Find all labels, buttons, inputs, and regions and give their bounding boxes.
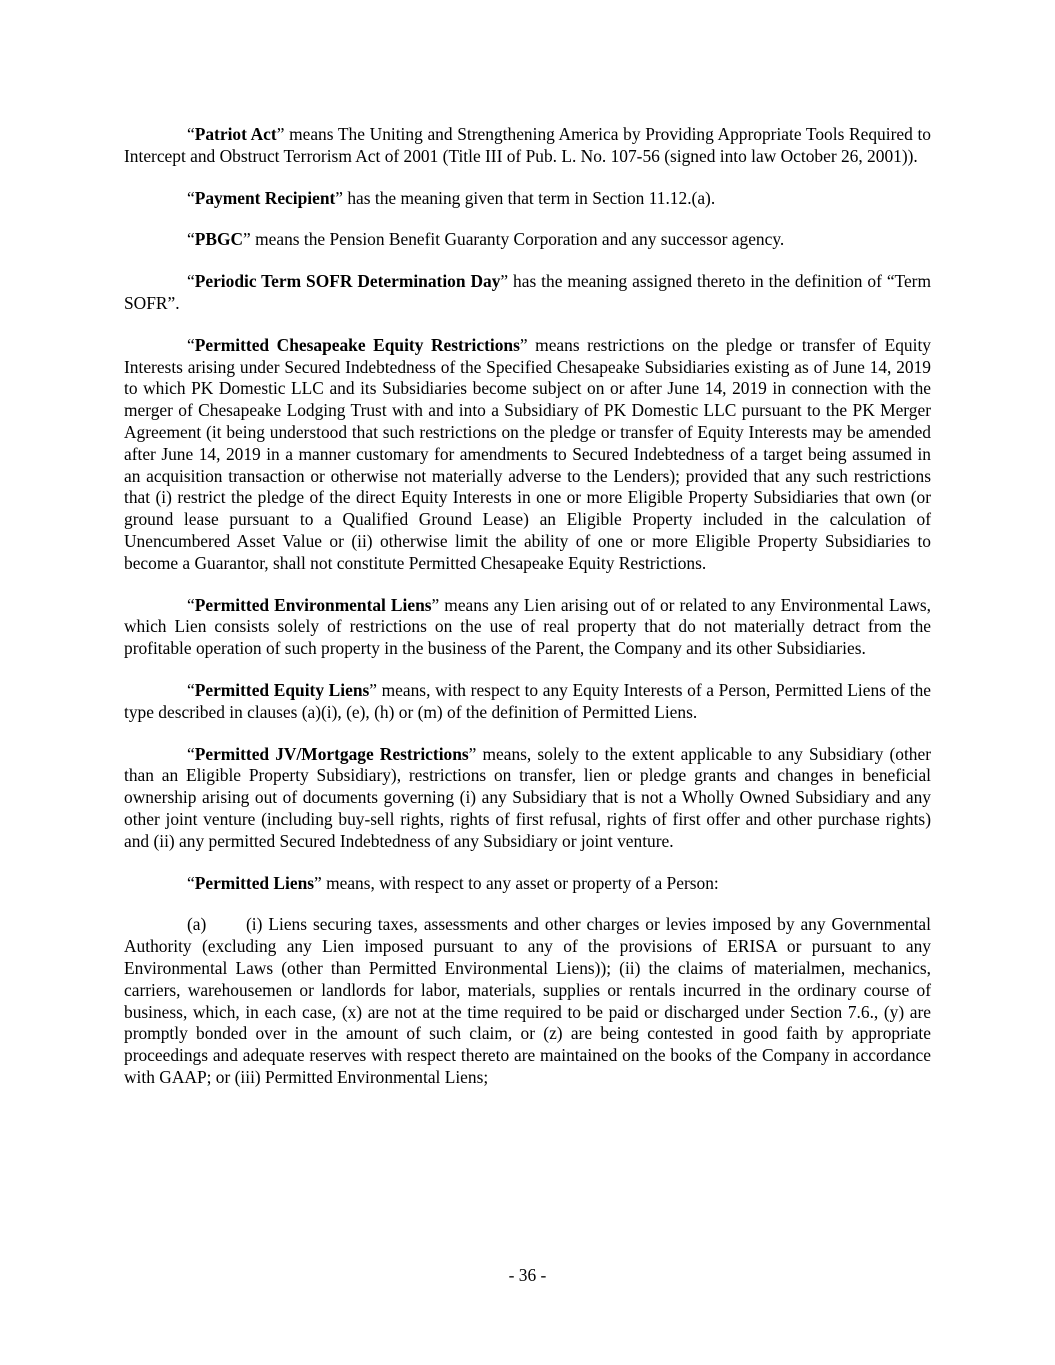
definition-pbgc [124, 229, 931, 251]
clause-a [124, 914, 931, 1088]
defined-term: Permitted Equity Liens [194, 679, 370, 700]
definition-text: ” means, solely to the extent applicable to any Subsidiary (other than an Eligible Property Subsidiary), restrictions on transfer, lien or pledge grants and changes in beneficial ownership arising out of documents governing (i) any Subsidiary that is not a Wholly Owned Subsidiary and any other joint venture (including buy-sell rights, rights of first refusal, rights of first offer and other purchase rights) and (ii) any permitted Secured Indebtedness of any Subsidiary or joint venture. [124, 743, 931, 851]
open-quote: “ [187, 594, 195, 615]
defined-term: Permitted Environmental Liens [194, 594, 432, 615]
clause-text: (i) Liens securing taxes, assessments and other charges or levies imposed by any Governmental Authority (excluding any Lien imposed pursuant to any of the provisions of ERISA or pursuant to any Environmental Laws (other than Permitted Environmental Liens)); (ii) the claims of materialmen, mechanics, carriers, warehousemen or landlords for labor, materials, supplies or rentals incurred in the ordinary course of business, which, in each case, (x) are not at the time required to be paid or discharged under Section 7.6., (y) are promptly bonded over in the amount of such claim, or (z) are being contested in good faith by appropriate proceedings and adequate reserves with respect thereto are maintained on the books of the Company in accordance with GAAP; or (iii) Permitted Environmental Liens; [124, 914, 931, 1087]
open-quote: “ [187, 124, 195, 144]
defined-term: Permitted JV/Mortgage Restrictions [194, 743, 469, 764]
defined-term: Payment Recipient [194, 187, 336, 208]
open-quote: “ [187, 872, 195, 893]
defined-term: Patriot Act [194, 124, 277, 144]
open-quote: “ [187, 743, 195, 764]
definition-text: ” means, with respect to any Equity Interests of a Person, Permitted Liens of the type described in clauses (a)(i), (e), (h) or (m) of the definition of Permitted Liens. [124, 679, 931, 722]
open-quote: “ [187, 187, 195, 208]
open-quote: “ [187, 679, 195, 700]
open-quote: “ [187, 229, 195, 250]
clause-label: (a) [187, 914, 207, 935]
definition-periodic-term-sofr-determination-day [124, 271, 931, 315]
definition-permitted-liens [124, 873, 931, 895]
definition-permitted-chesapeake-equity-restrictions [124, 335, 931, 575]
open-quote: “ [187, 271, 195, 292]
definition-text: ” means any Lien arising out of or related to any Environmental Laws, which Lien consists solely of restrictions on the use of real property that do not materially detract from the profitable operation of such property in the business of the Parent, the Company and its other Subsidiaries. [124, 594, 931, 659]
defined-term: Periodic Term SOFR Determination Day [194, 271, 501, 292]
definition-text: ” means The Uniting and Strengthening America by Providing Appropriate Tools Required to Intercept and Obstruct Terrorism Act of 2001 (Title III of Pub. L. No. 107-56 (signed into law October 26, 2001)). [124, 124, 931, 166]
definition-permitted-equity-liens [124, 680, 931, 724]
defined-term: Permitted Chesapeake Equity Restrictions [194, 334, 520, 355]
definition-text: ” has the meaning given that term in Section 11.12.(a). [335, 187, 716, 208]
definition-text: ” means restrictions on the pledge or transfer of Equity Interests arising under Secured Indebtedness of the Specified Chesapeake Subsidiaries existing as of June 14, 2019 to which PK Domestic LLC and its Subsidiaries become subject on or after June 14, 2019 in connection with the merger of Chesapeake Lodging Trust with and into a Subsidiary of PK Domestic LLC pursuant to the PK Merger Agreement (it being understood that such restrictions on the pledge or transfer of Equity Interests may be amended after June 14, 2019 in a manner customary for amendments to Secured Indebtedness of a target being assumed in an acquisition transaction or otherwise not materially adverse to the Lenders); provided that any such restrictions that (i) restrict the pledge of the direct Equity Interests in one or more Eligible Property Subsidiaries that own (or ground lease pursuant to a Qualified Ground Lease) an Eligible Property included in the calculation of Unencumbered Asset Value or (ii) otherwise limit the ability of one or more Eligible Property Subsidiaries to become a Guarantor, shall not constitute Permitted Chesapeake Equity Restrictions. [124, 334, 931, 573]
document-body [124, 124, 931, 1109]
page-number: - 36 - [508, 1265, 547, 1285]
defined-term: PBGC [194, 229, 244, 250]
definition-permitted-jv-mortgage-restrictions [124, 744, 931, 853]
definition-patriot-act [124, 124, 931, 168]
definition-text: ” means, with respect to any asset or property of a Person: [314, 872, 719, 893]
definition-text: ” means the Pension Benefit Guaranty Corporation and any successor agency. [243, 229, 785, 250]
open-quote: “ [187, 334, 195, 355]
defined-term: Permitted Liens [194, 872, 315, 893]
definition-text: ” has the meaning assigned thereto in the definition of “Term SOFR”. [124, 271, 931, 313]
definition-payment-recipient [124, 188, 931, 210]
definition-permitted-environmental-liens [124, 595, 931, 660]
